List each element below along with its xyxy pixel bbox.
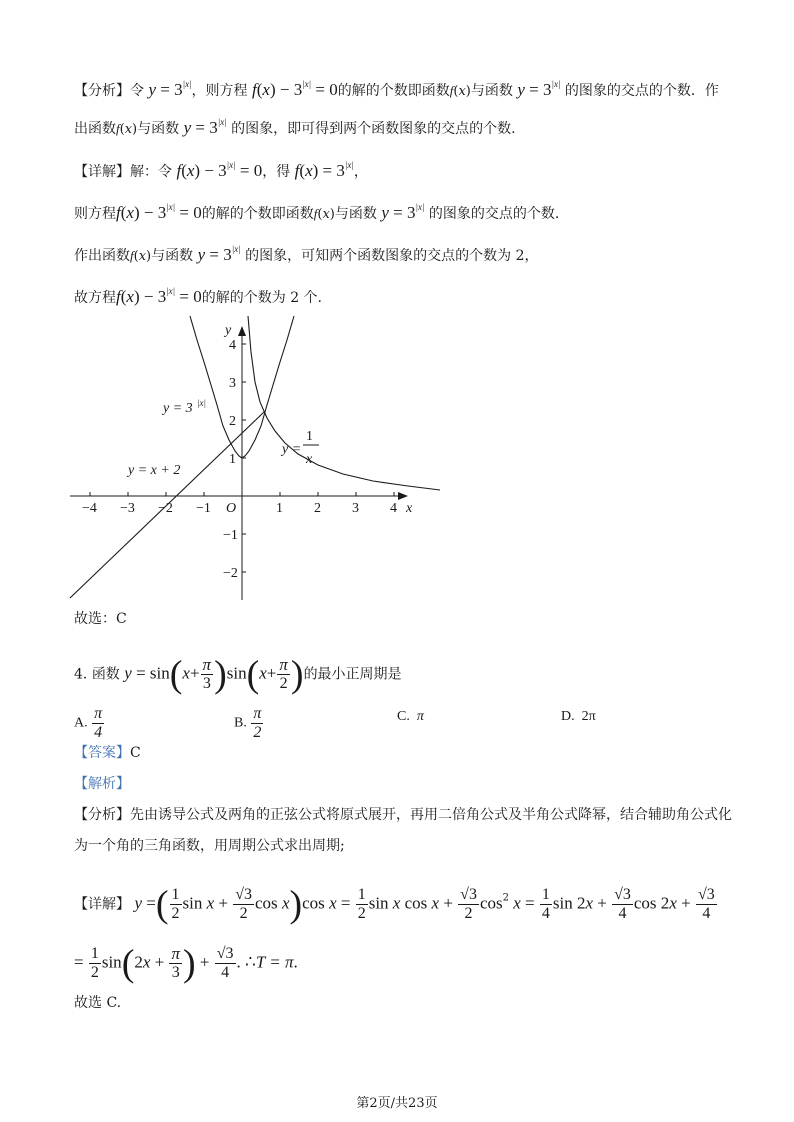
curve-reciprocal xyxy=(248,316,440,490)
y-tick-label: −2 xyxy=(223,566,238,581)
analysis-line-1: 【分析】令 $y = 3^{|x|}$，则方程 $f(x) - 3^{|x|} = 0$的解的个数即函数f(x)与函数 $y = 3^{|x|}$ 的图象的交点的个数．作 xyxy=(74,79,719,99)
label-recip-den: x xyxy=(306,452,313,467)
detail2-final: 故选 C. xyxy=(74,995,122,1011)
x-tick-label: −2 xyxy=(158,501,173,516)
y-axis-arrow xyxy=(238,326,246,336)
option-c[interactable]: C. π xyxy=(397,709,424,724)
x-tick-label: 2 xyxy=(314,501,321,516)
answer-label: 【答案】 xyxy=(74,745,130,761)
label-exp: y = 3 xyxy=(163,401,193,416)
analysis-section-label: 【解析】 xyxy=(74,776,130,792)
y-tick-label: 2 xyxy=(229,414,236,429)
analysis2-line-2: 为一个角的三角函数，用周期公式求出周期; xyxy=(74,838,345,854)
detail2-line-2: = $\frac{1}{2}$ sin(2x + $\frac{\pi}{3}$ ) + $\frac{√3}{4}$ . ∴T = π. xyxy=(74,942,298,985)
function-graph xyxy=(68,312,446,604)
detail-label: 【详解】 xyxy=(74,164,130,180)
detail-line-3: 作出函数f(x)与函数 $y = 3^{|x|}$ 的图象，可知两个函数图象的交点的个数为 2， xyxy=(74,244,539,264)
x-tick-label: −1 xyxy=(196,501,211,516)
detail-line-4: 故方程$f(x) - 3^{|x|} = 0$的解的个数为 2 个. xyxy=(74,286,323,306)
x-tick-label: 3 xyxy=(352,501,359,516)
x-tick-label: −4 xyxy=(82,501,97,516)
y-tick-label: 1 xyxy=(229,452,236,467)
y-axis-label: y xyxy=(225,323,232,338)
page-footer: 第2页/共23页 xyxy=(356,1096,438,1111)
detail-line-1: 【详解】解：令 $f(x) - 3^{|x|} = 0$，得 $f(x) = 3^{|x|}$， xyxy=(74,160,368,180)
analysis-label: 【分析】 xyxy=(74,83,130,99)
option-a[interactable]: A. $\frac{\pi}{4}$ xyxy=(74,705,103,741)
choice-line: 故选：C xyxy=(74,611,127,627)
detail2-line-1: 【详解】 y =( $\frac{1}{2}$ sin x + $\frac{√3}{2}$ cos x)cos x = $\frac{1}{2}$ sin x cos x + $\frac{√3}{2}$ $\cos^2 x$ = $\frac{1}{4}$ sin 2x + $\frac{√3}{4}$ cos 2x + $\frac{√3}{4}$ xyxy=(74,883,715,926)
origin-label: O xyxy=(226,501,237,516)
analysis-line-2: 出函数f(x)与函数 $y = 3^{|x|}$ 的图象，即可得到两个函数图象的交点的个数. xyxy=(74,117,516,137)
analysis2-line-1: 【分析】先由诱导公式及两角的正弦公式将原式展开，再用二倍角公式及半角公式降幂，结合辅助角公式化 xyxy=(74,807,732,823)
y-tick-label: 3 xyxy=(229,376,236,391)
x-tick-label: 1 xyxy=(276,501,283,516)
x-tick-label: 4 xyxy=(390,501,397,516)
label-line: y = x + 2 xyxy=(128,463,181,478)
answer-line: 【答案】C xyxy=(74,745,141,761)
label-exp-sup: |x| xyxy=(197,398,206,408)
label-recip: y = xyxy=(282,442,302,457)
question-4: 4. 函数 y = sin(x+ $\frac{\pi}{3}$ )sin(x+ $\frac{\pi}{2}$ )的最小正周期是 xyxy=(74,653,402,696)
x-axis-arrow xyxy=(398,492,408,500)
option-d[interactable]: D. 2π xyxy=(561,709,596,724)
label-recip-num: 1 xyxy=(306,429,313,444)
option-b[interactable]: B. $\frac{\pi}{2}$ xyxy=(234,705,262,741)
x-tick-label: −3 xyxy=(120,501,135,516)
y-tick-label: 4 xyxy=(229,338,236,353)
x-axis-label: x xyxy=(406,501,413,516)
y-tick-label: −1 xyxy=(223,528,238,543)
detail-line-2: 则方程$f(x) - 3^{|x|} = 0$的解的个数即函数f(x)与函数 $y = 3^{|x|}$ 的图象的交点的个数. xyxy=(74,202,560,222)
